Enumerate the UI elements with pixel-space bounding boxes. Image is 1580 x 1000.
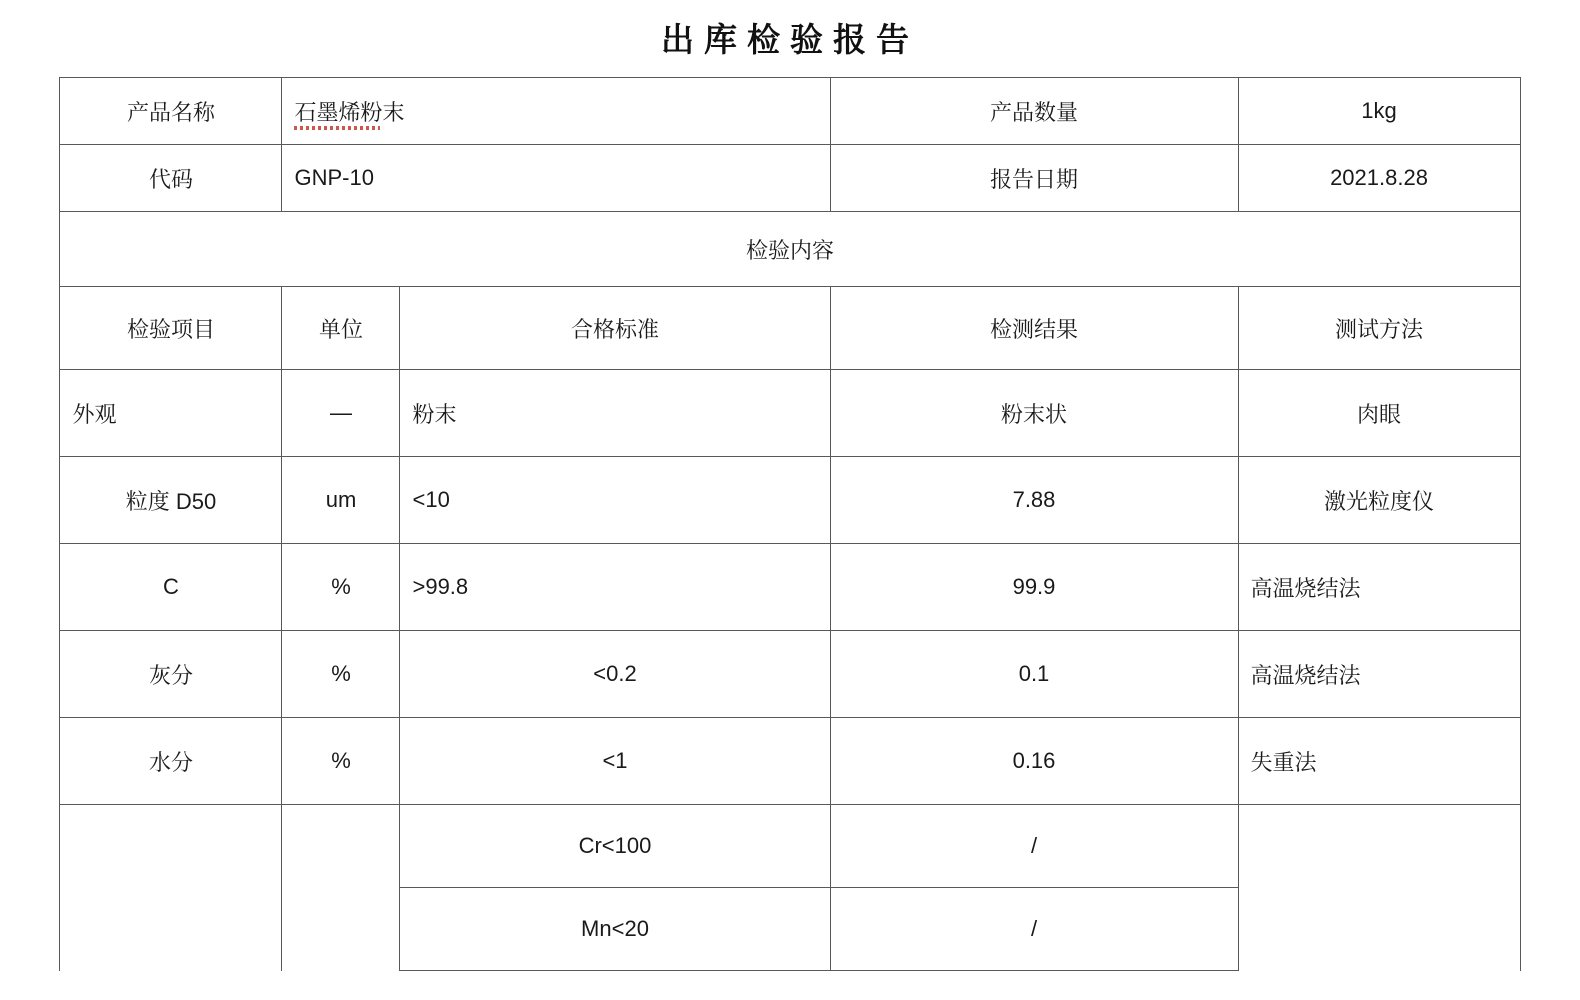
cell-item xyxy=(60,888,282,971)
table-row xyxy=(60,718,1520,805)
cell-result: 7.88 xyxy=(830,457,1238,544)
cell-unit xyxy=(282,888,400,971)
code-label: 代码 xyxy=(60,145,282,212)
cell-result: / xyxy=(830,805,1238,888)
code-value: GNP-10 xyxy=(282,145,830,212)
cell-item: 灰分 xyxy=(60,631,282,718)
cell-result: 0.1 xyxy=(830,631,1238,718)
cell-method: 激光粒度仪 xyxy=(1238,457,1520,544)
table-row xyxy=(60,888,1520,971)
section-title: 检验内容 xyxy=(60,212,1520,287)
cell-item: 外观 xyxy=(60,370,282,457)
cell-item: 水分 xyxy=(60,718,282,805)
column-header-item: 检验项目 xyxy=(60,287,282,370)
cell-standard: 粉末 xyxy=(400,370,830,457)
product-name-value: 石墨烯粉末 xyxy=(282,78,830,145)
cell-standard: Mn<20 xyxy=(400,888,830,971)
cell-unit: % xyxy=(282,544,400,631)
cell-unit: — xyxy=(282,370,400,457)
cell-unit: um xyxy=(282,457,400,544)
product-quantity-value: 1kg xyxy=(1238,78,1520,145)
table-row xyxy=(60,631,1520,718)
product-quantity-label: 产品数量 xyxy=(830,78,1238,145)
cell-result: 粉末状 xyxy=(830,370,1238,457)
table-row xyxy=(60,457,1520,544)
cell-result: / xyxy=(830,888,1238,971)
cell-result: 0.16 xyxy=(830,718,1238,805)
cell-method: 肉眼 xyxy=(1238,370,1520,457)
cell-standard: >99.8 xyxy=(400,544,830,631)
cell-result: 99.9 xyxy=(830,544,1238,631)
cell-item: 粒度 D50 xyxy=(60,457,282,544)
cell-item: C xyxy=(60,544,282,631)
cell-method: 高温烧结法 xyxy=(1238,631,1520,718)
page-title: 出库检验报告 xyxy=(661,20,919,59)
cell-standard: <10 xyxy=(400,457,830,544)
cell-standard: <0.2 xyxy=(400,631,830,718)
header-row-product xyxy=(60,78,1520,145)
table-header-row xyxy=(60,287,1520,370)
table-row xyxy=(60,370,1520,457)
table-row xyxy=(60,805,1520,888)
product-name-label: 产品名称 xyxy=(60,78,282,145)
cell-method xyxy=(1238,888,1520,971)
cell-item xyxy=(60,805,282,888)
inspection-report-table xyxy=(59,77,1520,971)
header-row-code xyxy=(60,145,1520,212)
section-title-row xyxy=(60,212,1520,287)
cell-method: 失重法 xyxy=(1238,718,1520,805)
column-header-standard: 合格标准 xyxy=(400,287,830,370)
cell-standard: <1 xyxy=(400,718,830,805)
cell-method xyxy=(1238,805,1520,888)
cell-method: 高温烧结法 xyxy=(1238,544,1520,631)
column-header-method: 测试方法 xyxy=(1238,287,1520,370)
column-header-result: 检测结果 xyxy=(830,287,1238,370)
report-date-label: 报告日期 xyxy=(830,145,1238,212)
table-row xyxy=(60,544,1520,631)
cell-unit xyxy=(282,805,400,888)
report-date-value: 2021.8.28 xyxy=(1238,145,1520,212)
cell-standard: Cr<100 xyxy=(400,805,830,888)
cell-unit: % xyxy=(282,631,400,718)
column-header-unit: 单位 xyxy=(282,287,400,370)
cell-unit: % xyxy=(282,718,400,805)
